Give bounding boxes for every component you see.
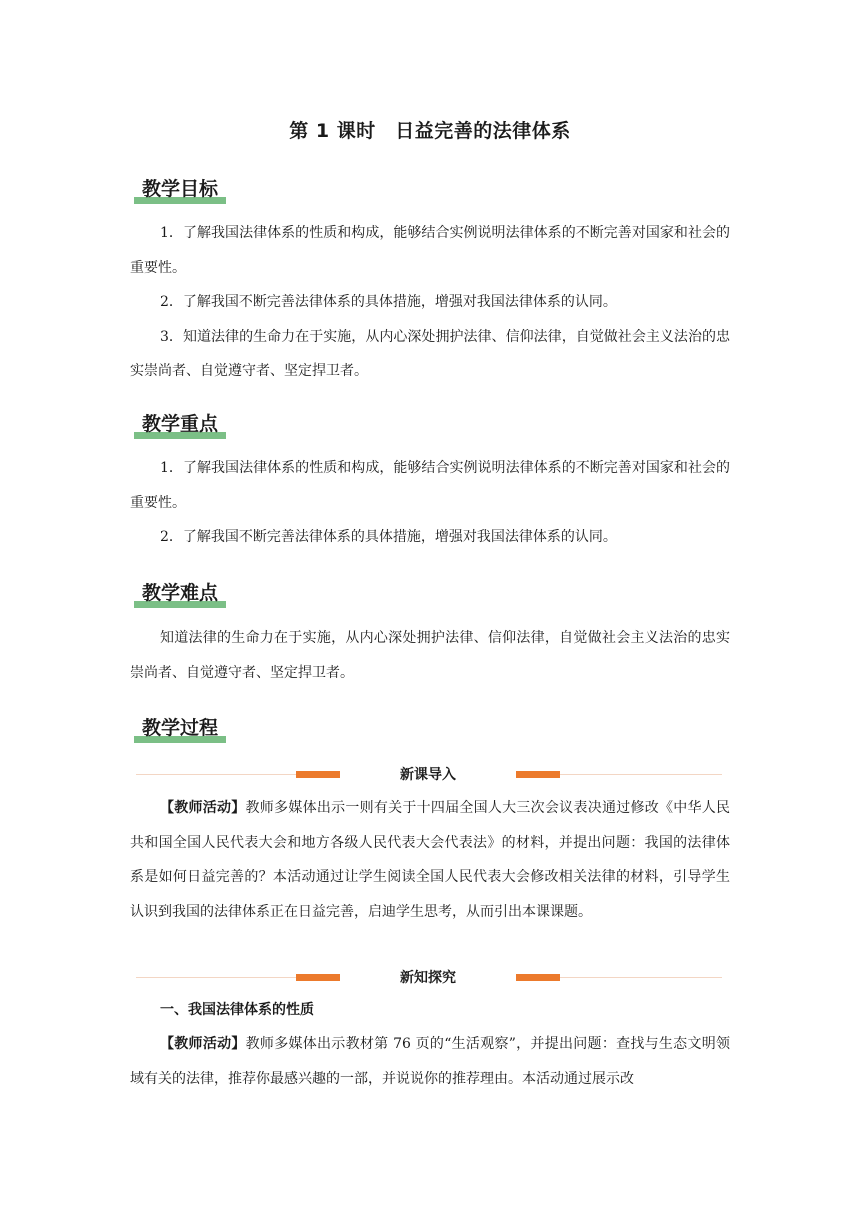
intro-paragraph [130, 791, 730, 929]
section-heading-label: 教学目标 [142, 178, 219, 200]
section-heading-label: 教学过程 [142, 717, 219, 739]
divider-accent-right [516, 771, 560, 778]
lesson-title: 第 1 课时 日益完善的法律体系 [289, 120, 571, 142]
paragraph: 知道法律的生命力在于实施，从内心深处拥护法律、信仰法律，自觉做社会主义法治的忠实崇尚者、自觉遵守者、坚定捍卫者。 [130, 630, 730, 681]
teacher-activity-tag: 【教师活动】 [160, 800, 246, 816]
list-item: 3．知道法律的生命力在于实施，从内心深处拥护法律、信仰法律，自觉做社会主义法治的忠实崇尚者、自觉遵守者、坚定捍卫者。 [130, 328, 730, 379]
list-item: 2．了解我国不断完善法律体系的具体措施，增强对我国法律体系的认同。 [160, 294, 617, 310]
explore-paragraph [130, 1027, 730, 1096]
divider-label: 新课导入 [340, 763, 516, 787]
divider-accent-left [296, 974, 340, 981]
divider-intro [136, 763, 722, 787]
section-heading-label: 教学重点 [142, 413, 219, 435]
goals-list [130, 216, 730, 389]
section-heading-process [134, 709, 226, 743]
divider-accent-right [516, 974, 560, 981]
teacher-activity-tag: 【教师活动】 [160, 1036, 246, 1052]
list-item: 1．了解我国法律体系的性质和构成，能够结合实例说明法律体系的不断完善对国家和社会的重要性。 [130, 225, 730, 276]
paragraph [130, 1027, 730, 1096]
paragraph [130, 791, 730, 929]
paragraph-text: 教师多媒体出示一则有关于十四届全国人大三次会议表决通过修改《中华人民共和国全国人民代表大会和地方各级人民代表大会代表法》的材料，并提出问题：我国的法律体系是如何日益完善的？本活动通过让学生阅读全国人民代表大会修改相关法律的材料，引导学生认识到我国的法律体系正在日益完善，启迪学生思考，从而引出本课课题。 [130, 800, 731, 920]
list-item: 1．了解我国法律体系的性质和构成，能够结合实例说明法律体系的不断完善对国家和社会的重要性。 [130, 460, 730, 511]
section-heading-label: 教学难点 [142, 582, 219, 604]
subsection-heading: 一、我国法律体系的性质 [160, 1002, 314, 1018]
key-points-list [130, 451, 730, 555]
list-item: 2．了解我国不断完善法律体系的具体措施，增强对我国法律体系的认同。 [160, 529, 617, 545]
section-heading-goals [134, 170, 226, 204]
divider-label: 新知探究 [340, 966, 516, 990]
section-heading-difficulties [134, 574, 226, 608]
divider-explore [136, 966, 722, 990]
divider-accent-left [296, 771, 340, 778]
paragraph-text: 教师多媒体出示教材第 76 页的“生活观察”，并提出问题：查找与生态文明领域有关的法律，推荐你最感兴趣的一部，并说说你的推荐理由。本活动通过展示改 [130, 1036, 731, 1087]
difficulties-text [130, 621, 730, 690]
section-heading-key-points [134, 405, 226, 439]
